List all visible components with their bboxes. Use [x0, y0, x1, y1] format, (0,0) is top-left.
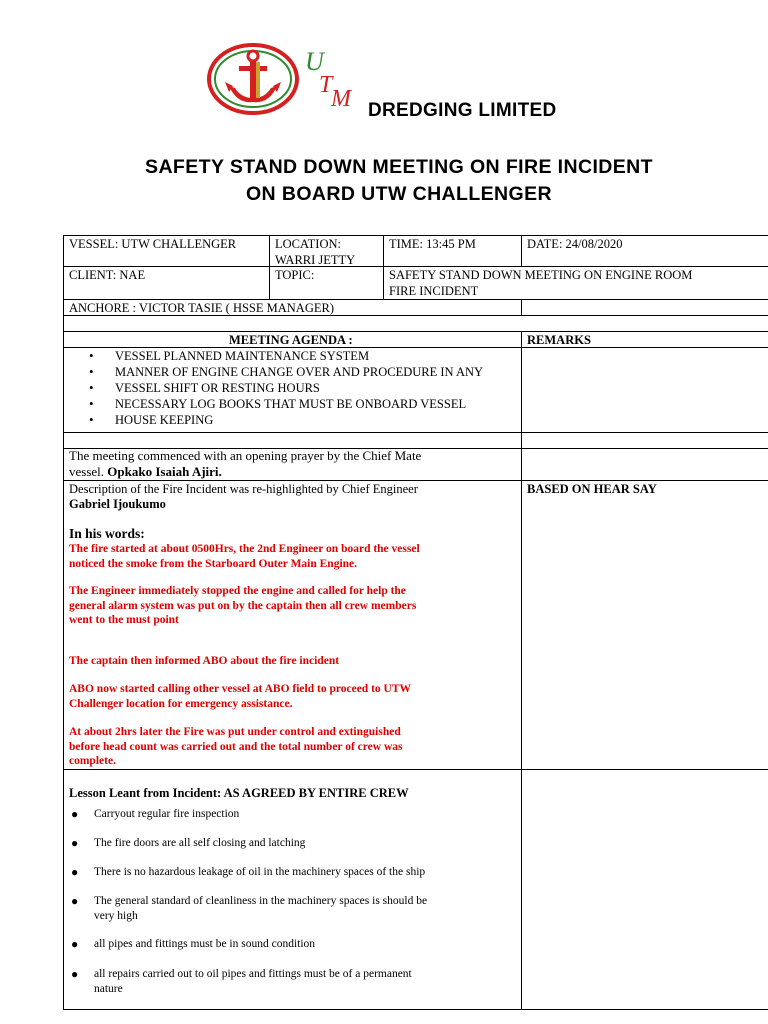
agenda-heading: MEETING AGENDA : [229, 333, 353, 347]
svg-text:T: T [319, 72, 333, 98]
incident-text-line: complete. [69, 755, 116, 767]
meeting-table [63, 235, 768, 1010]
col-divider [521, 331, 522, 1010]
topic-value-line-1: SAFETY STAND DOWN MEETING ON ENGINE ROOM [389, 268, 693, 282]
lesson-item [71, 894, 501, 924]
lesson-text: Carryout regular fire inspection [94, 808, 240, 820]
agenda-item: • NECESSARY LOG BOOKS THAT MUST BE ONBOARD VESSEL [63, 396, 521, 412]
incident-para-5 [69, 725, 402, 769]
lesson-text: all pipes and fittings must be in sound condition [94, 938, 316, 950]
topic-label: TOPIC: [275, 268, 315, 282]
incident-text-line: ABO now started calling other vessel at ABO field to proceed to UTW [69, 683, 411, 695]
opening-plain: vessel. [69, 464, 108, 479]
bullet-icon: ● [71, 865, 79, 879]
incident-text-line: went to the must point [69, 614, 179, 626]
location-value: WARRI JETTY [275, 253, 356, 267]
topic-value-line-2: FIRE INCIDENT [389, 284, 479, 298]
chief-engineer-name: Gabriel Ijoukumo [69, 497, 166, 511]
incident-remark: BASED ON HEAR SAY [527, 482, 657, 496]
company-name: DREDGING LIMITED [368, 100, 557, 121]
col-divider [521, 235, 522, 267]
bullet-icon: ● [71, 836, 79, 850]
bullet-icon: ● [71, 937, 79, 951]
row-divider [63, 331, 768, 332]
bullet-icon: ● [71, 967, 79, 981]
vessel-cell: VESSEL: UTW CHALLENGER [69, 237, 237, 251]
row-divider [63, 769, 768, 770]
date-cell: DATE: 24/08/2020 [527, 237, 623, 251]
incident-text-line: before head count was carried out and the total number of crew was [69, 740, 403, 753]
in-his-words-heading: In his words: [69, 526, 145, 541]
incident-para-3 [69, 654, 339, 669]
lesson-text: The fire doors are all self closing and latching [94, 837, 306, 849]
opening-line-2 [69, 464, 222, 480]
agenda-item: • HOUSE KEEPING [63, 412, 521, 428]
incident-text-line: noticed the smoke from the Starboard Outer Main Engine. [69, 557, 358, 570]
incident-text-line: At about 2hrs later the Fire was put under control and extinguished [69, 726, 401, 738]
lessons-heading: Lesson Leant from Incident: AS AGREED BY ENTIRE CREW [69, 786, 409, 800]
bullet-icon: ● [71, 807, 79, 821]
incident-text-line: Challenger location for emergency assistance. [69, 697, 293, 710]
remarks-heading: REMARKS [527, 333, 591, 347]
agenda-item: • VESSEL SHIFT OR RESTING HOURS [63, 380, 521, 396]
svg-text:M: M [331, 86, 351, 112]
lesson-text: all repairs carried out to oil pipes and fittings must be of a permanent [94, 968, 412, 980]
lesson-item [71, 836, 501, 851]
company-logo [207, 42, 363, 122]
incident-text-line: The captain then informed ABO about the fire incident [69, 655, 340, 667]
lesson-text: There is no hazardous leakage of oil in the machinery spaces of the ship [94, 866, 426, 878]
svg-text:U: U [305, 47, 324, 76]
location-label: LOCATION: [275, 237, 341, 251]
client-cell: CLIENT: NAE [69, 268, 146, 282]
agenda-item: • MANNER OF ENGINE CHANGE OVER AND PROCEDURE IN ANY [63, 364, 521, 380]
lesson-item [71, 937, 501, 952]
anchor-cell: ANCHORE : VICTOR TASIE ( HSSE MANAGER) [69, 301, 334, 315]
lesson-item [71, 865, 501, 880]
opening-line-1: The meeting commenced with an opening prayer by the Chief Mate [69, 448, 422, 463]
lesson-item [71, 967, 501, 997]
bullet-icon: ● [71, 894, 79, 908]
chief-mate-name: Opkako Isaiah Ajiri. [107, 464, 222, 479]
col-divider [269, 235, 270, 299]
anchor-logo-icon [207, 42, 363, 122]
incident-para-4 [69, 682, 411, 711]
col-divider [383, 235, 384, 299]
document-title [0, 154, 768, 208]
incident-para-2 [69, 584, 416, 628]
lesson-text: The general standard of cleanliness in the machinery spaces is should be [94, 895, 428, 907]
time-cell: TIME: 13:45 PM [389, 237, 476, 251]
lesson-text: very high [94, 910, 138, 922]
title-line-2: ON BOARD UTW CHALLENGER [245, 183, 552, 205]
incident-para-1 [69, 542, 420, 571]
col-divider [521, 299, 522, 315]
lesson-item [71, 807, 501, 822]
agenda-list [63, 348, 521, 428]
incident-text-line: The Engineer immediately stopped the engine and called for help the [69, 585, 406, 597]
agenda-item: • VESSEL PLANNED MAINTENANCE SYSTEM [63, 348, 521, 364]
incident-text-line: general alarm system was put on by the captain then all crew members [69, 599, 417, 612]
incident-text-line: The fire started at about 0500Hrs, the 2nd Engineer on board the vessel [69, 543, 420, 555]
table-border-bottom [63, 1009, 768, 1010]
incident-desc-line-1: Description of the Fire Incident was re-highlighted by Chief Engineer [69, 482, 418, 496]
row-divider [63, 432, 768, 433]
title-line-1: SAFETY STAND DOWN MEETING ON FIRE INCIDENT [145, 156, 653, 178]
lesson-text: nature [94, 983, 123, 995]
